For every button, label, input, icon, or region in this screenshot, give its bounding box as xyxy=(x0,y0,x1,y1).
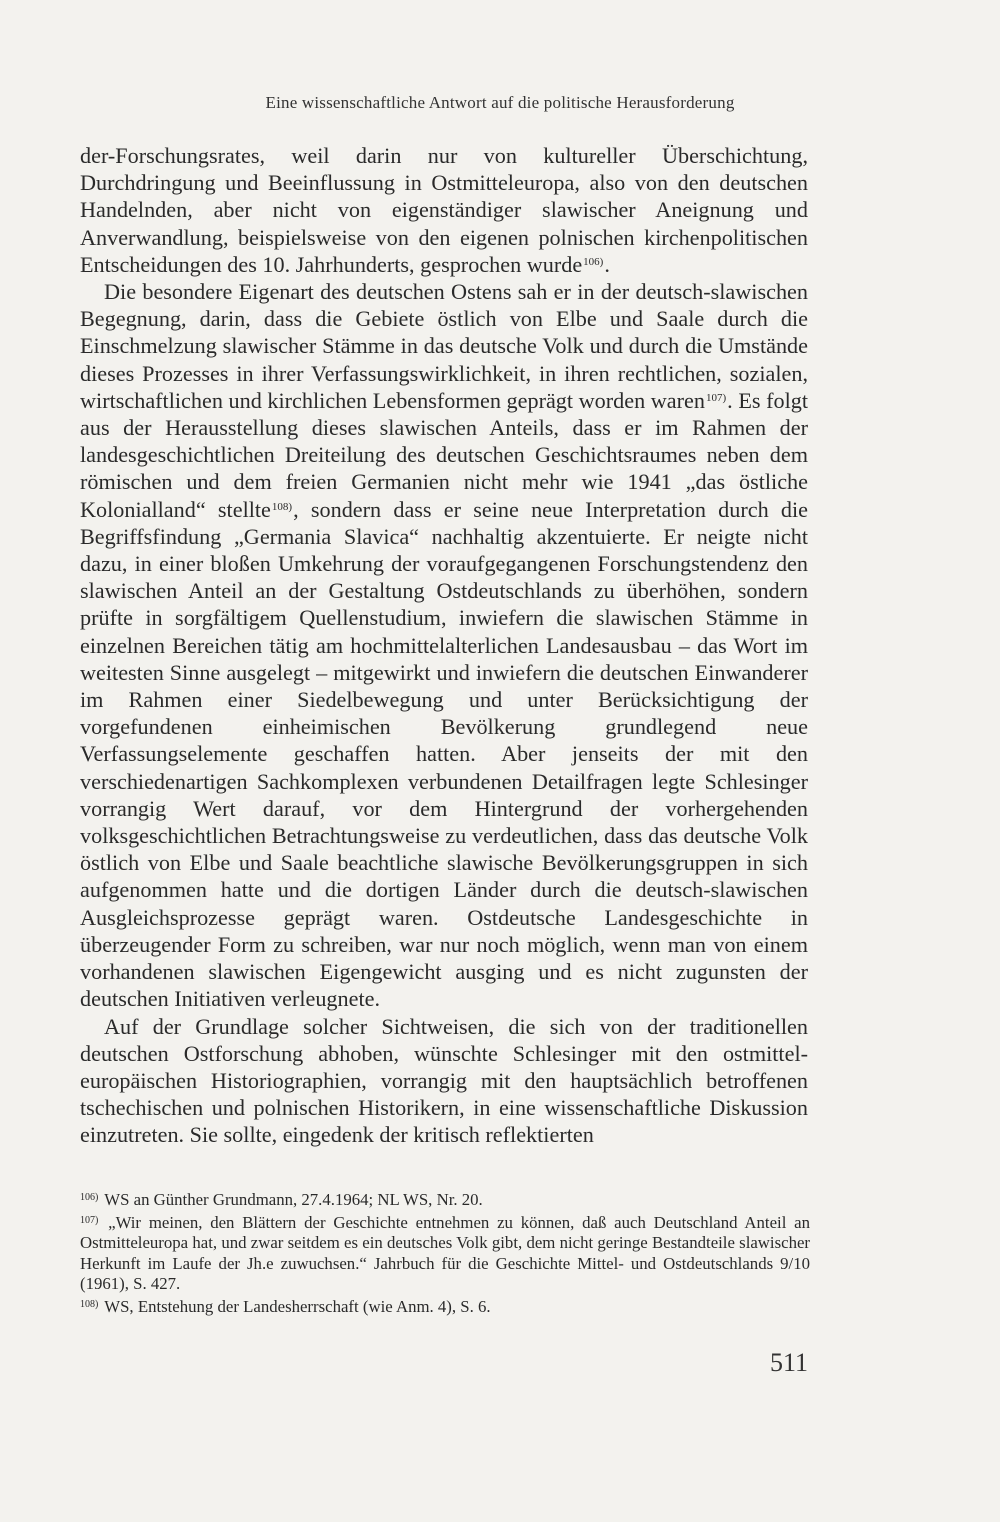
running-head: Eine wissenschaftliche Antwort auf die politische Herausforderung xyxy=(265,93,735,112)
footnote-text: WS, Entstehung der Landesherrschaft (wie Anm. 4), S. 6. xyxy=(104,1296,491,1316)
footnote-reference[interactable]: 107) xyxy=(706,391,727,404)
paragraph-text: . xyxy=(604,251,610,277)
paragraph xyxy=(80,1013,808,1149)
paragraph-text: . Es folgt aus der Herausstellung dieses slawischen Anteils, dass er im Rahmen der landesgeschichtlichen Dreiteilung des deutschen Geschichtsraumes neben dem römischen und dem freien Germanien nicht mehr wie 1941 „das östliche Kolonialland“ stellte xyxy=(80,387,808,522)
footnote-number: 108) xyxy=(80,1298,99,1310)
paragraph-text: , sondern dass er seine neue Interpretation durch die Begriffsfindung „Germania Slavica“ nachhaltig akzentuierte. Er neigte nicht dazu, in einer bloßen Umkehrung der voraufgegangenen Forschungstendenz den slawischen Anteil an der Gestaltung Ostdeutschlands zu überhöhen, sondern prüfte in sorgfältigem Quellenstudium, inwiefern die slawischen Stämme in einzelnen Bereichen tätig am hochmittelalterlichen Landesausbau – das Wort im weitesten Sinne ausgelegt – mitgewirkt und inwiefern die deutschen Einwanderer im Rahmen einer Siedelbewegung und unter Berücksichtigung der vorgefundenen einheimischen Bevölkerung grundlegend neue Verfassungselemente geschaffen hatten. Aber jenseits der mit den verschiedenartigen Sachkomplexen verbundenen Detailfragen legte Schlesinger vorrangig Wert darauf, vor dem Hintergrund der vorhergehenden volksgeschichtlichen Betrachtungsweise zu verdeutlichen, dass das deutsche Volk östlich von Elbe und Saale beachtliche slawische Bevölkerungsgruppen in sich aufgenommen hatte und die dortigen Länder durch die deutsch-slawischen Ausgleichsprozesse geprägt waren. Ostdeutsche Landesgeschichte in überzeugender Form zu schreiben, war nur noch möglich, wenn man von einem vorhandenen slawischen Eigengewicht ausging und es nicht zugunsten der deutschen Initiativen verleugnete. xyxy=(80,496,809,1012)
footnotes xyxy=(80,1190,810,1320)
footnote-number: 107) xyxy=(80,1214,99,1226)
paragraph-text: Auf der Grundlage solcher Sichtweisen, die sich von der traditionellen deutschen Ostforschung abhoben, wünschte Schlesinger mit den ostmitteleuropäischen Historiographien, vorrangig mit den hauptsächlich betroffenen tschechischen und polnischen Historikern, in eine wissenschaftliche Diskussion einzutreten. Sie sollte, eingedenk der kritisch reflektierten xyxy=(80,1013,808,1148)
body-text xyxy=(80,142,808,1149)
footnote xyxy=(80,1297,810,1318)
footnote-number: 106) xyxy=(80,1192,99,1203)
footnote-reference[interactable]: 106) xyxy=(583,255,604,268)
footnote-text: WS an Günther Grundmann, 27.4.1964; NL WS, Nr. 20. xyxy=(104,1190,483,1209)
page-number: 511 xyxy=(769,1348,808,1377)
paragraph xyxy=(80,278,808,1012)
footnote-text: „Wir meinen, den Blättern der Geschichte entnehmen zu können, daß auch Deutschland Anteil an Ostmitteleuropa hat, und zwar seitdem es ein deutsches Volk gibt, dem nicht geringe Bestandteile slawischer Herkunft im Laufe der Jh.e zuwuchsen.“ Jahrbuch für die Geschichte Mittel- und Ostdeutschlands 9/10 (1961), S. 427. xyxy=(80,1212,810,1294)
footnote xyxy=(80,1213,810,1295)
paragraph-text: Die besondere Eigenart des deutschen Ostens sah er in der deutsch-slawischen Begegnung, darin, dass die Gebiete östlich von Elbe und Saale durch die Einschmelzung slawischer Stämme in das deutsche Volk und durch die Umstände dieses Prozesses in ihrer Verfassungswirklichkeit, in ihren rechtlichen, sozialen, wirtschaftlichen und kirchlichen Lebensformen geprägt worden waren xyxy=(80,279,808,413)
paragraph xyxy=(80,142,808,278)
footnote-reference[interactable]: 108) xyxy=(271,500,293,513)
paragraph-text: der-Forschungsrates, weil darin nur von kultureller Überschichtung, Durchdringung und Beeinflussung in Ostmitteleuropa, also von den deutschen Handelnden, aber nicht von eigenständiger slawischer Aneignung und Anverwandlung, beispielsweise von den eigenen polnischen kirchenpolitischen Entscheidungen des 10. Jahrhunderts, gesprochen wurde xyxy=(80,143,808,277)
footnote xyxy=(80,1190,810,1211)
